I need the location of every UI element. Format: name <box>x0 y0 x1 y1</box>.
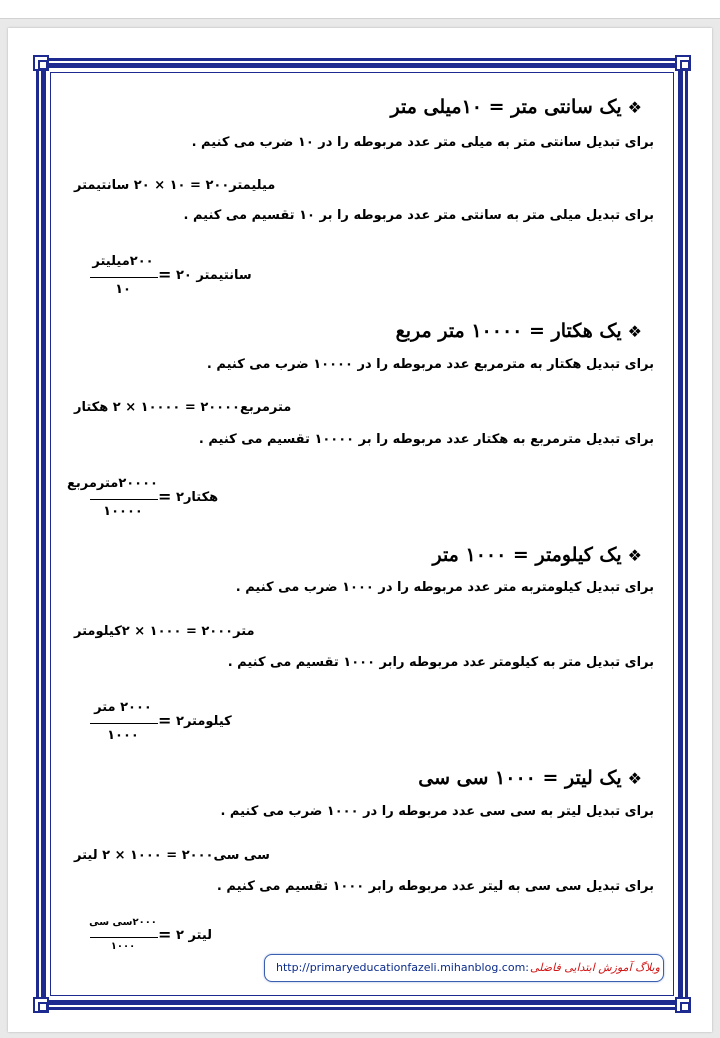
fraction-denominator: ۱۰۰۰ <box>107 728 139 743</box>
heading-text: یک کیلومتر = ۱۰۰۰ متر <box>432 544 622 566</box>
fraction-numerator: ۲۰۰۰ متر <box>94 700 152 715</box>
example-equation-hectare: مترمربع۲۰۰۰۰ = ۱۰۰۰۰ × ۲ هکتار <box>74 400 292 415</box>
fraction-numerator: ۲۰۰میلیتر <box>92 254 154 269</box>
rule-multiply-km-m: برای تبدیل کیلومتربه متر عدد مربوطه را در ۱۰۰۰ ضرب می کنیم . <box>235 580 654 595</box>
border-corner-ornament-top-right <box>675 55 691 71</box>
fraction-denominator: ۱۰۰۰۰ <box>103 504 143 519</box>
rule-multiply-liter-cc: برای تبدیل لیتر به سی سی عدد مربوطه را در ۱۰۰۰ ضرب می کنیم . <box>220 804 654 819</box>
fraction-denominator: ۱۰ <box>115 282 131 297</box>
rule-divide-liter-cc: برای تبدیل سی سی به لیتر عدد مربوطه رابر ۱۰۰۰ تقسیم می کنیم . <box>216 879 654 894</box>
fraction-result: هکتار۲ <box>176 490 219 505</box>
bullet-icon: ❖ <box>627 769 642 788</box>
rule-divide-cm-mm: برای تبدیل میلی متر به سانتی متر عدد مربوطه را بر ۱۰ تقسیم می کنیم . <box>183 208 654 223</box>
fraction-bar <box>90 277 158 278</box>
equals-sign: = <box>158 711 172 730</box>
section-heading-hectare <box>396 318 642 345</box>
heading-text: یک هکتار = ۱۰۰۰۰ متر مربع <box>395 320 622 342</box>
fraction-result: سانتیمتر ۲۰ <box>176 268 252 283</box>
footer-url-link[interactable]: http://primaryeducationfazeli.mihanblog.com: <box>276 961 529 974</box>
section-heading-liter-cc <box>418 765 642 792</box>
example-equation-liter-cc: سی سی۲۰۰۰ = ۱۰۰۰ × ۲ لیتر <box>74 848 270 863</box>
example-equation-km-m: متر۲۰۰۰ = ۱۰۰۰ × ۲کیلومتر <box>74 624 255 639</box>
border-corner-ornament-bottom-right <box>675 997 691 1013</box>
fraction-numerator: ۲۰۰۰سی سی <box>89 917 157 928</box>
bullet-icon: ❖ <box>627 546 642 565</box>
fraction-numerator: ۲۰۰۰۰مترمربع <box>66 476 158 491</box>
section-heading-cm-mm <box>391 94 642 121</box>
equals-sign: = <box>158 265 172 284</box>
fraction-example-hectare <box>66 474 258 530</box>
fraction-example-liter-cc <box>78 912 258 968</box>
equals-sign: = <box>158 925 172 944</box>
bullet-icon: ❖ <box>627 322 642 341</box>
border-corner-ornament-bottom-left <box>33 997 49 1013</box>
rule-multiply-hectare: برای تبدیل هکتار به مترمربع عدد مربوطه را در ۱۰۰۰۰ ضرب می کنیم . <box>206 357 654 372</box>
fraction-example-km-m <box>78 698 258 754</box>
fraction-bar <box>90 723 158 724</box>
border-corner-ornament-top-left <box>33 55 49 71</box>
fraction-bar <box>90 937 158 938</box>
heading-text: یک لیتر = ۱۰۰۰ سی سی <box>418 767 622 789</box>
fraction-result: کیلومتر۲ <box>176 714 232 729</box>
fraction-example-cm-mm <box>78 252 258 308</box>
rule-multiply-cm-mm: برای تبدیل سانتی متر به میلی متر عدد مربوطه را در ۱۰ ضرب می کنیم . <box>191 135 654 150</box>
rule-divide-km-m: برای تبدیل متر به کیلومتر عدد مربوطه رابر ۱۰۰۰ تقسیم می کنیم . <box>227 655 654 670</box>
section-heading-km-m <box>432 542 642 569</box>
viewer-top-strip <box>0 0 720 19</box>
bullet-icon: ❖ <box>627 98 642 117</box>
fraction-bar <box>90 499 158 500</box>
footer-blog-name: وبلاگ آموزش ابتدایی فاضلی <box>530 961 660 974</box>
heading-text: یک سانتی متر = ۱۰میلی متر <box>390 96 622 118</box>
rule-divide-hectare: برای تبدیل مترمربع به هکتار عدد مربوطه را بر ۱۰۰۰۰ تقسیم می کنیم . <box>198 432 654 447</box>
fraction-result: لیتر ۲ <box>176 928 213 943</box>
fraction-denominator: ۱۰۰۰ <box>110 941 136 952</box>
example-equation-cm-mm: میلیمتر۲۰۰ = ۱۰ × ۲۰ سانتیمتر <box>74 178 276 193</box>
equals-sign: = <box>158 487 172 506</box>
